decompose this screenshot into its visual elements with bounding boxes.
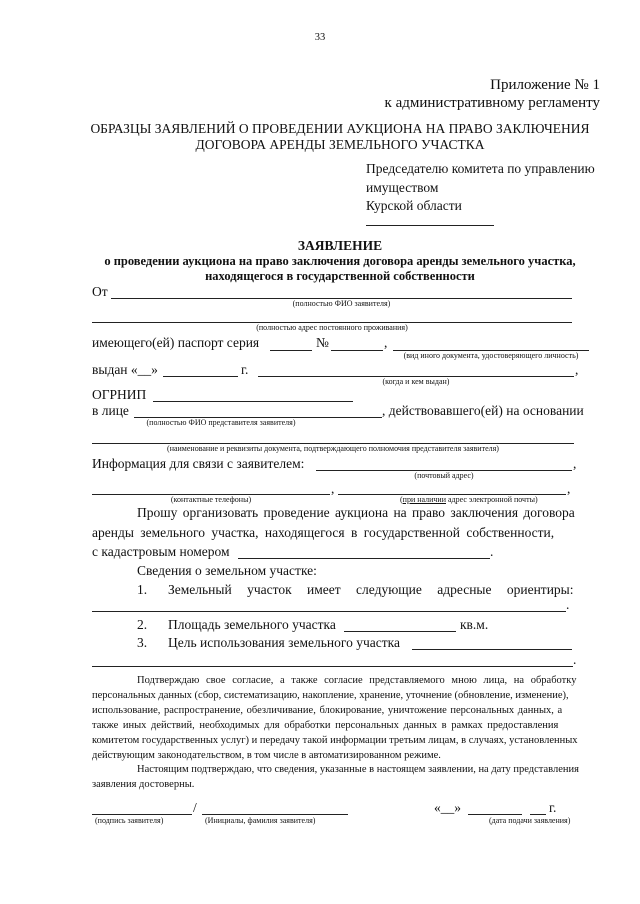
hint-date: (дата подачи заявления) (489, 816, 571, 825)
appendix-line1: Приложение № 1 (490, 77, 600, 93)
passport-number-field[interactable] (331, 350, 383, 351)
comma-3: , (573, 456, 577, 471)
plot-info-label: Сведения о земельном участке: (137, 563, 317, 578)
request-line1: Прошу организовать проведение аукциона на право заключения договора (137, 505, 575, 520)
item3-number: 3. (137, 635, 148, 650)
purpose-field-2[interactable] (92, 666, 573, 667)
address-landmarks-field[interactable] (92, 611, 566, 612)
hint-rep-fio: (полностью ФИО представителя заявителя) (146, 418, 296, 427)
hint-authority-doc: (наименование и реквизиты документа, подтверждающего полномочия представителя заявителя) (167, 444, 499, 453)
comma-4: , (331, 481, 335, 496)
consent-p1-line1: Подтверждаю свое согласие, а также согласие представляемого мною лица, на обработку (137, 675, 577, 686)
number-sign: № (316, 335, 329, 350)
request-line3: с кадастровым номером (92, 544, 230, 559)
consent-p1-line3: использование, распространение, обезличивание, блокирование, уничтожение персональных данных, а (92, 705, 563, 716)
cadastral-number-field[interactable] (238, 558, 490, 559)
comma-5: , (567, 481, 571, 496)
period-3: . (573, 652, 577, 667)
acting-basis-label: , действовавшего(ей) на основании (382, 403, 584, 418)
item1-number: 1. (137, 582, 148, 597)
passport-series-field[interactable] (270, 350, 312, 351)
area-field[interactable] (344, 631, 456, 632)
passport-series-label: имеющего(ей) паспорт серия (92, 335, 260, 350)
consent-p1-line4: также иных действий, необходимых для обработки персональных данных в рамках предоставления (92, 720, 559, 731)
item2-unit: кв.м. (460, 617, 489, 632)
request-line2: аренды земельного участка, находящегося в государственной собственности, (92, 525, 555, 540)
consent-p1-line5: комитетом государственных услуг) и передачу такой информации третьим лицам, в случаях, установленных (92, 735, 578, 746)
purpose-field-1[interactable] (412, 649, 572, 650)
document-subtitle-2: находящегося в государственной собственности (205, 269, 475, 283)
heading-line2: ДОГОВОРА АРЕНДЫ ЗЕМЕЛЬНОГО УЧАСТКА (195, 137, 485, 152)
document-title: ЗАЯВЛЕНИЕ (297, 238, 383, 253)
hint-email-if-available: при наличии (402, 495, 446, 504)
initials-field[interactable] (202, 814, 348, 815)
hint-postal: (почтовый адрес) (414, 471, 474, 480)
period-1: . (490, 544, 494, 559)
issued-label: выдан «__» (92, 362, 158, 377)
page-number: 33 (314, 32, 326, 43)
item3-text: Цель использования земельного участка (168, 635, 400, 650)
consent-p1-line2: персональных данных (сбор, систематизацию, накопление, хранение, уточнение (обновление, изменение), (92, 690, 569, 701)
date-month-field[interactable] (468, 814, 522, 815)
hint-fio: (полностью ФИО заявителя) (292, 299, 391, 308)
item2-number: 2. (137, 617, 148, 632)
contact-info-label: Информация для связи с заявителем: (92, 456, 305, 471)
consent-p1-line6: действующим законодательством, в том числе в автоматизированном режиме. (92, 750, 441, 761)
hint-sign: (подпись заявителя) (95, 816, 164, 825)
hint-email (400, 495, 538, 504)
signature-field[interactable] (92, 814, 192, 815)
hint-initials: (Инициалы, фамилия заявителя) (205, 816, 316, 825)
hint-phones: (контактные телефоны) (170, 495, 252, 504)
date-day-label: «__» (434, 800, 461, 815)
ogrnip-label: ОГРНИП (92, 387, 147, 402)
date-year-label: г. (549, 800, 557, 815)
hint-address: (полностью адрес постоянного проживания) (256, 323, 408, 332)
issued-month-field[interactable] (163, 376, 238, 377)
item2-text: Площадь земельного участка (168, 617, 336, 632)
heading-line1: ОБРАЗЦЫ ЗАЯВЛЕНИЙ О ПРОВЕДЕНИИ АУКЦИОНА НА ПРАВО ЗАКЛЮЧЕНИЯ (90, 121, 590, 136)
period-2: . (566, 597, 570, 612)
item1-text: Земельный участок имеет следующие адресные ориентиры: (168, 582, 574, 597)
consent-p2-line1: Настоящим подтверждаю, что сведения, указанные в настоящем заявлении, на дату представления (137, 764, 579, 775)
comma-2: , (575, 362, 579, 377)
document-subtitle-1: о проведении аукциона на право заключения договора аренды земельного участка, (104, 254, 576, 268)
hint-other-doc: (вид иного документа, удостоверяющего личность) (403, 351, 579, 360)
signature-slash: / (193, 800, 197, 815)
date-year-field[interactable] (530, 814, 546, 815)
comma-1: , (384, 335, 388, 350)
addressee-line1: Председателю комитета по управлению (366, 161, 595, 176)
appendix-line2: к административному регламенту (384, 95, 600, 111)
hint-issued: (когда и кем выдан) (382, 377, 450, 386)
hint-email-paren: ( (400, 495, 403, 504)
in-person-label: в лице (92, 403, 129, 418)
consent-p2-line2: заявления достоверны. (92, 779, 195, 790)
addressee-line2: имуществом (366, 180, 439, 195)
addressee-signature-line[interactable] (366, 225, 494, 226)
hint-email-address: адрес электронной почты) (448, 495, 538, 504)
ogrnip-field[interactable] (153, 401, 353, 402)
issued-year-label: г. (241, 362, 249, 377)
from-label: От (92, 284, 108, 299)
addressee-line3: Курской области (366, 198, 462, 213)
